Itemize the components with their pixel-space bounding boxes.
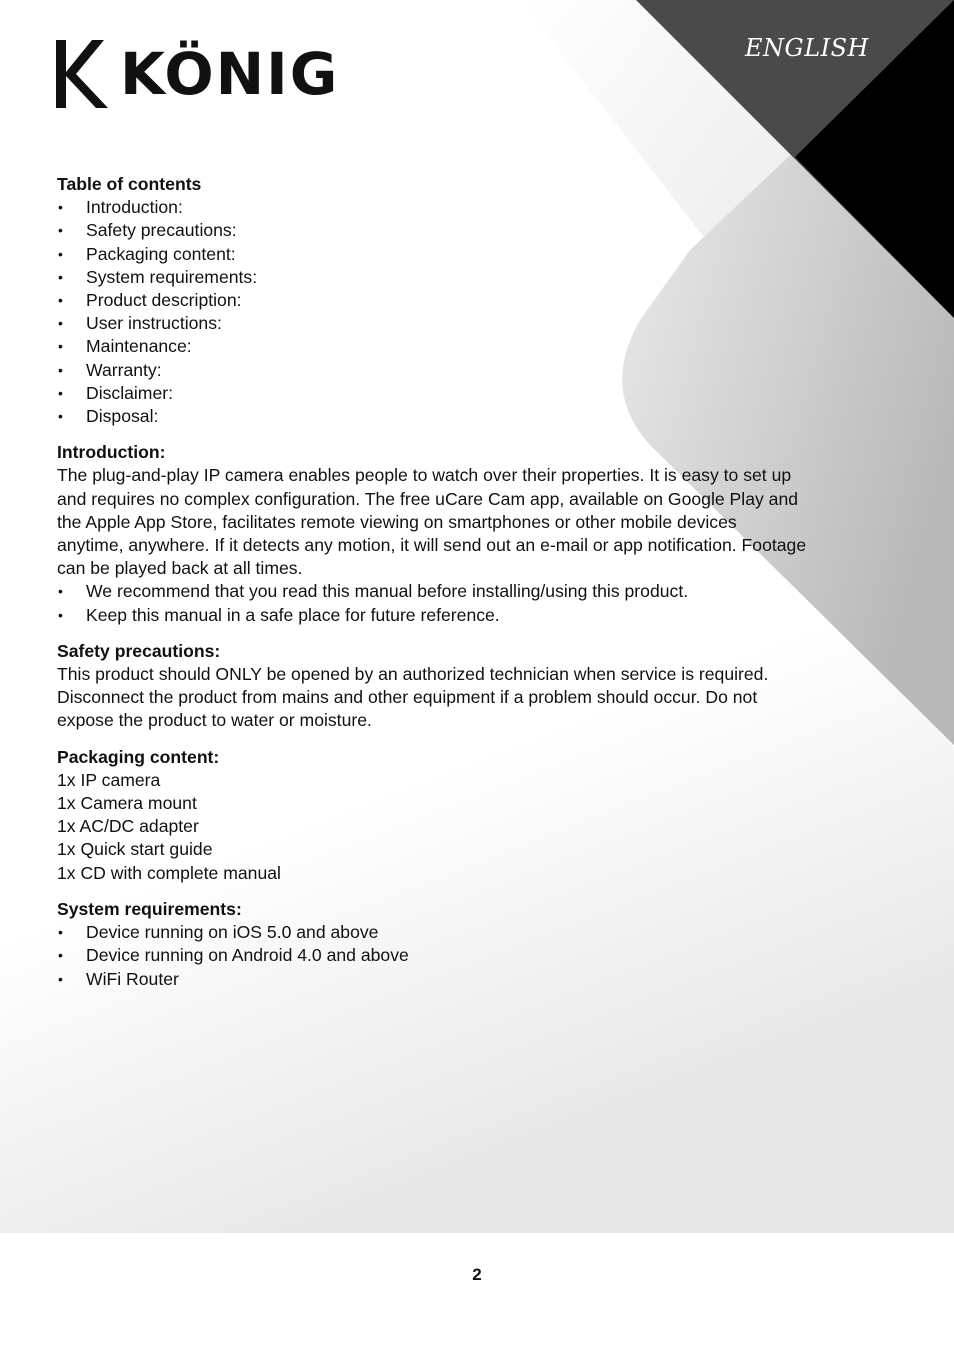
packaging-item: 1x AC/DC adapter (57, 816, 199, 837)
introduction-body: The plug-and-play IP camera enables people to watch over their properties. It is easy to set up and requires no complex configuration. The free uCare Cam app, available on Google Play and the Apple App Store, facilitates remote viewing on smartphones or other mobile devices anytime, anywhere. If it detects any motion, it will send out an e-mail or app notification. Footage can be played back at all times. (57, 465, 807, 579)
bullet-item: • Keep this manual in a safe place for future reference. (57, 604, 807, 627)
document-body (57, 173, 807, 991)
packaging-section (57, 746, 807, 885)
konig-logo-mark-icon (56, 40, 108, 108)
toc-list (57, 196, 807, 428)
introduction-section (57, 441, 807, 627)
system-title: System requirements: (57, 898, 242, 919)
packaging-item: 1x IP camera (57, 769, 161, 790)
packaging-item: 1x CD with complete manual (57, 862, 281, 883)
toc-item: • Safety precautions: (57, 219, 807, 242)
konig-logo (56, 40, 340, 110)
toc-item: • Packaging content: (57, 243, 807, 266)
toc-title: Table of contents (57, 174, 202, 194)
page-number: 2 (472, 1265, 482, 1284)
bullet-item: • Device running on Android 4.0 and above (57, 944, 807, 967)
safety-body: This product should ONLY be opened by an authorized technician when service is required. Disconnect the product from mains and other equipment if a problem should occur. Do not expose the product to water or moisture. (57, 664, 769, 731)
system-bullets (57, 921, 807, 991)
toc-item: • User instructions: (57, 312, 807, 335)
introduction-bullets (57, 580, 807, 626)
toc-item: • System requirements: (57, 266, 807, 289)
toc-section (57, 173, 807, 428)
logo-wordmark: KÖNIG (120, 40, 340, 108)
toc-item: • Warranty: (57, 359, 807, 382)
safety-title: Safety precautions: (57, 640, 221, 661)
language-label: ENGLISH (745, 34, 869, 62)
introduction-title: Introduction: (57, 442, 166, 463)
bullet-item: • Device running on iOS 5.0 and above (57, 921, 807, 944)
packaging-title: Packaging content: (57, 746, 220, 767)
toc-item: • Disposal: (57, 405, 807, 428)
footer-band (0, 1233, 954, 1350)
bullet-item: • We recommend that you read this manual before installing/using this product. (57, 580, 807, 603)
toc-item: • Maintenance: (57, 335, 807, 358)
bullet-item: • WiFi Router (57, 968, 807, 991)
packaging-item: 1x Camera mount (57, 793, 197, 814)
safety-section (57, 640, 807, 733)
system-section (57, 898, 807, 991)
packaging-item: 1x Quick start guide (57, 839, 213, 860)
toc-item: • Disclaimer: (57, 382, 807, 405)
toc-item: • Product description: (57, 289, 807, 312)
toc-item: • Introduction: (57, 196, 807, 219)
